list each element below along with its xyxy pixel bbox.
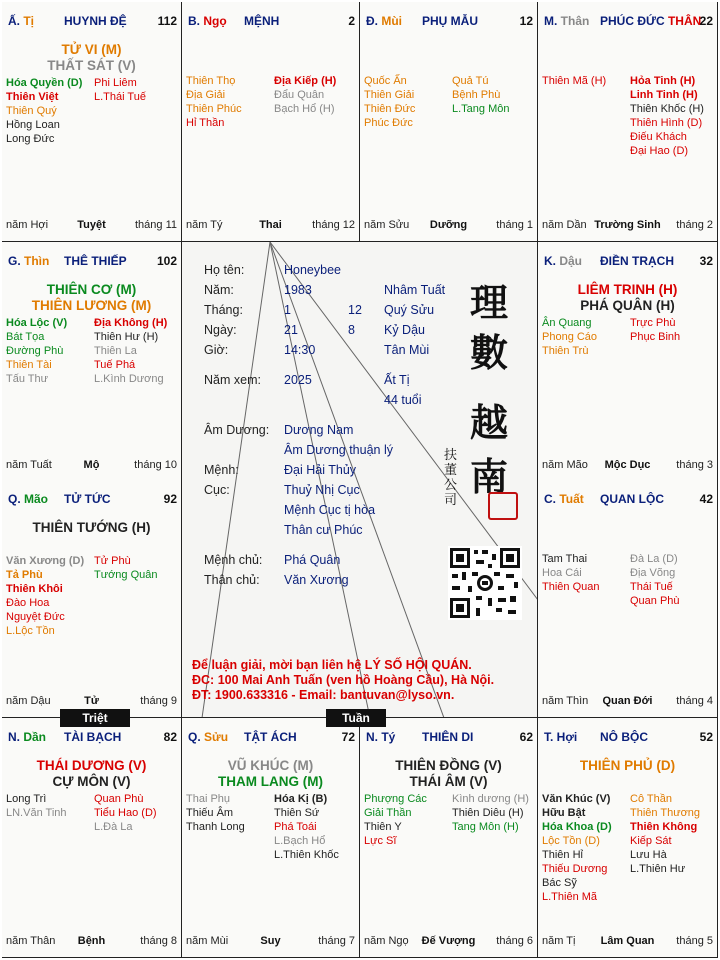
branch-label: N. Dần (8, 730, 47, 744)
minor-star: Thiên Không (630, 821, 698, 833)
value-nam: 1983 (284, 283, 312, 297)
minor-star: Địa Giải (186, 89, 226, 101)
palace-header (8, 14, 177, 30)
palace-cell-ti (360, 718, 538, 958)
value-menh-chu: Phá Quân (284, 553, 341, 567)
palace-footer (542, 935, 713, 949)
footer-year: năm Tuất (6, 459, 52, 471)
main-star: TỬ VI (M) (61, 42, 122, 57)
main-star: THIÊN ĐỒNG (V) (395, 758, 502, 773)
minor-star: Thiếu Âm (186, 807, 234, 819)
logo-char-1: 理 (470, 280, 509, 325)
main-star: VŨ KHÚC (M) (227, 758, 314, 773)
palace-footer (6, 935, 177, 949)
minor-star: L.Bạch Hổ (274, 835, 326, 847)
palace-footer (6, 695, 177, 709)
triet-badge: Triệt (60, 709, 130, 727)
minor-star: Hữu Bật (542, 807, 586, 819)
stars-right-column (94, 76, 146, 104)
minor-star: Bệnh Phù (452, 89, 501, 101)
palace-cell-dan (2, 718, 182, 958)
palace-header (366, 730, 533, 746)
branch-label: Q. Mão (8, 492, 49, 506)
value-than-cu: Thân cư Phúc (284, 523, 363, 537)
palace-cell-thin (2, 242, 182, 482)
minor-star: Hóa Kị (B) (274, 793, 328, 805)
value-ngay-can-chi: Kỷ Dậu (384, 323, 425, 337)
minor-star: Hỏa Tinh (H) (630, 75, 696, 87)
palace-number: 102 (156, 254, 177, 268)
branch-label: M. Thân (544, 14, 590, 28)
stars-left-column (542, 316, 597, 358)
main-star: CỰ MÔN (V) (52, 774, 131, 789)
minor-star: Thiên Hỉ (542, 849, 583, 861)
footer-month: tháng 7 (318, 935, 355, 947)
palace-name: MỆNH (244, 14, 280, 28)
minor-star: Thiên Giải (364, 89, 415, 101)
footer-state: Bệnh (77, 935, 106, 947)
stars-right-column (274, 792, 339, 862)
palace-footer (542, 459, 713, 473)
minor-star: Lộc Tồn (D) (542, 835, 600, 847)
minor-star: Thiếu Dương (542, 863, 608, 875)
footer-state: Tử (84, 695, 99, 707)
stars-left-column (542, 552, 599, 594)
value-thang-am: 12 (348, 303, 362, 317)
palace-header (544, 254, 713, 270)
contact-line-3: ĐT: 1900.633316 - Email: bantuvan@lyso.vn. (192, 688, 455, 702)
minor-star: Thiên Quan (542, 581, 600, 593)
footer-year: năm Tý (186, 219, 223, 231)
footer-year: năm Dậu (6, 695, 51, 707)
minor-star: Tả Phù (6, 569, 43, 581)
minor-star: Thiên Diêu (H) (452, 807, 524, 819)
main-stars (538, 282, 717, 314)
minor-star: Bát Tọa (6, 331, 45, 343)
palace-name: TỬ TỨC (64, 492, 111, 506)
minor-star: Thiên Trù (542, 345, 589, 357)
stars-right-column (94, 554, 158, 582)
palace-name: NÔ BỘC (600, 730, 648, 744)
label-thang: Tháng: (204, 303, 243, 317)
value-am-duong-ly: Âm Dương thuận lý (284, 443, 393, 457)
minor-star: L.Thiên Khốc (274, 849, 339, 861)
footer-state: Đế Vượng (421, 935, 476, 947)
value-menh: Đại Hải Thủy (284, 463, 357, 477)
qr-code-icon (448, 546, 522, 620)
palace-number: 22 (699, 14, 713, 28)
minor-star: Tiểu Hao (D) (94, 807, 157, 819)
palace-name: THIÊN DI (422, 730, 474, 744)
stars-right-column (274, 74, 336, 116)
logo-char-2: 數 (470, 330, 509, 375)
stars-right-column (630, 316, 680, 344)
footer-state: Thai (259, 219, 282, 231)
label-ngay: Ngày: (204, 323, 237, 337)
stars-left-column (364, 74, 415, 130)
red-seal-icon (488, 492, 518, 520)
stars-right-column (94, 792, 157, 834)
footer-month: tháng 8 (140, 935, 177, 947)
palace-cell-mui (360, 2, 538, 242)
main-stars (360, 758, 537, 790)
minor-star: Giải Thần (364, 807, 412, 819)
minor-star: Long Đức (6, 133, 55, 145)
value-gio: 14:30 (284, 343, 316, 357)
footer-month: tháng 9 (140, 695, 177, 707)
minor-star: L.Đà La (94, 821, 133, 833)
palace-header (188, 14, 355, 30)
minor-star: Thiên Việt (6, 91, 59, 103)
footer-year: năm Mùi (186, 935, 229, 947)
minor-star: Thiên Thọ (186, 75, 236, 87)
value-ngay-am: 8 (348, 323, 355, 337)
palace-cell-than (538, 2, 718, 242)
minor-star: Địa Võng (630, 567, 676, 579)
minor-star: Linh Tinh (H) (630, 89, 698, 101)
main-star: THÁI DƯƠNG (V) (36, 758, 147, 773)
minor-star: L.Thiên Hư (630, 863, 686, 875)
palace-cell-mao (2, 480, 182, 718)
palace-footer (542, 695, 713, 709)
value-nam-can-chi: Nhâm Tuất (384, 283, 446, 297)
palace-number: 62 (519, 730, 533, 744)
minor-star: Quả Tú (452, 75, 489, 87)
label-than-chu: Thân chủ: (204, 573, 260, 587)
value-tuoi: 44 tuổi (384, 393, 422, 407)
branch-label: K. Dậu (544, 254, 583, 268)
palace-header (8, 492, 177, 508)
minor-star: Hoa Cái (542, 567, 582, 579)
palace-number: 12 (519, 14, 533, 28)
center-info-panel (182, 242, 538, 718)
main-star: THAM LANG (M) (218, 774, 323, 789)
minor-star: Phúc Đức (364, 117, 413, 129)
main-star: THIÊN CƠ (M) (46, 282, 137, 297)
palace-number: 92 (163, 492, 177, 506)
minor-star: L.Kình Dương (94, 373, 164, 385)
label-menh-chu: Mệnh chủ: (204, 553, 263, 567)
main-star: THIÊN PHỦ (D) (579, 758, 676, 773)
minor-star: Thai Phụ (186, 793, 231, 805)
footer-month: tháng 1 (496, 219, 533, 231)
palace-cell-suu (182, 718, 360, 958)
footer-month: tháng 2 (676, 219, 713, 231)
minor-star: Thiên Hình (D) (630, 117, 703, 129)
footer-state: Mộc Dục (604, 459, 651, 471)
value-nam-xem: 2025 (284, 373, 312, 387)
minor-star: Văn Khúc (V) (542, 793, 611, 805)
minor-star: Thiên Thương (630, 807, 701, 819)
logo-char-3: 越 (470, 400, 509, 445)
minor-star: Quốc Ấn (364, 75, 407, 87)
palace-number: 52 (699, 730, 713, 744)
minor-star: Thiên Hư (H) (94, 331, 159, 343)
palace-number: 112 (157, 14, 177, 28)
palace-header (188, 730, 355, 746)
footer-month: tháng 4 (676, 695, 713, 707)
label-nam-xem: Năm xem: (204, 373, 261, 387)
minor-star: Phượng Các (364, 793, 427, 805)
palace-footer (542, 219, 713, 233)
label-gio: Giờ: (204, 343, 229, 357)
palace-name: QUAN LỘC (600, 492, 664, 506)
palace-footer (364, 935, 533, 949)
stars-right-column (630, 552, 680, 608)
label-cuc: Cục: (204, 483, 230, 497)
stars-right-column (630, 74, 704, 158)
footer-year: năm Tị (542, 935, 576, 947)
footer-year: năm Thân (6, 935, 56, 947)
main-star: LIÊM TRINH (H) (577, 282, 678, 297)
value-thang: 1 (284, 303, 291, 317)
stars-left-column (542, 792, 612, 904)
logo-char-4: 南 (470, 454, 509, 499)
palace-footer (364, 219, 533, 233)
value-than-chu: Văn Xương (284, 573, 349, 587)
minor-star: Nguyệt Đức (6, 611, 65, 623)
value-thang-can-chi: Quý Sửu (384, 303, 435, 317)
minor-star: Kiếp Sát (630, 835, 672, 847)
minor-star: Hồng Loan (6, 119, 60, 131)
palace-number: 32 (699, 254, 713, 268)
footer-state: Suy (260, 935, 281, 947)
seal-text: 扶董公司 (444, 448, 458, 508)
minor-star: L.Lộc Tồn (6, 625, 55, 637)
branch-label: G. Thìn (8, 254, 50, 268)
minor-star: Thiên La (94, 345, 137, 357)
minor-star: Tang Môn (H) (452, 821, 519, 833)
minor-star: Thái Tuế (630, 581, 673, 593)
branch-label: T. Hợi (544, 730, 578, 744)
footer-month: tháng 12 (312, 219, 355, 231)
palace-footer (186, 935, 355, 949)
footer-state: Dưỡng (429, 219, 468, 231)
footer-year: năm Sửu (364, 219, 410, 231)
footer-year: năm Hợi (6, 219, 49, 231)
palace-name: TÀI BẠCH (64, 730, 122, 744)
palace-header (544, 730, 713, 746)
minor-star: Lực Sĩ (364, 835, 397, 847)
stars-left-column (6, 792, 67, 820)
footer-year: năm Dần (542, 219, 587, 231)
contact-line-2: ĐC: 100 Mai Anh Tuấn (ven hồ Hoàng Cầu), Hà Nội. (192, 673, 495, 687)
main-stars (2, 520, 181, 536)
footer-state: Lâm Quan (600, 935, 655, 947)
palace-header (8, 730, 177, 746)
main-stars (538, 758, 717, 774)
label-am-duong: Âm Dương: (204, 423, 270, 437)
tuan-badge: Tuần (326, 709, 386, 727)
palace-header (544, 14, 713, 30)
footer-year: năm Mão (542, 459, 588, 471)
branch-label: Đ. Mùi (366, 14, 403, 28)
minor-star: Tấu Thư (6, 373, 49, 385)
label-ho-ten: Họ tên: (204, 263, 245, 277)
stars-right-column (94, 316, 167, 386)
value-am-duong: Dương Nam (284, 423, 354, 437)
main-stars (2, 282, 181, 314)
footer-state: Mộ (83, 459, 100, 471)
minor-star: Trực Phù (630, 317, 676, 329)
main-star: THẤT SÁT (V) (47, 58, 136, 73)
palace-footer (6, 219, 177, 233)
footer-year: năm Thìn (542, 695, 589, 707)
minor-star: Thiên Đức (364, 103, 416, 115)
palace-name: TẬT ÁCH (244, 730, 297, 744)
minor-star: Thiên Sứ (274, 807, 320, 819)
value-gio-can-chi: Tân Mùi (384, 343, 430, 357)
minor-star: Hỉ Thần (186, 117, 225, 129)
branch-label: Q. Sửu (188, 730, 229, 744)
minor-star: Long Trì (6, 793, 47, 805)
minor-star: Cô Thần (630, 793, 672, 805)
palace-number: 82 (163, 730, 177, 744)
value-cuc: Thuỷ Nhị Cục (284, 483, 360, 497)
minor-star: Địa Không (H) (94, 317, 168, 329)
stars-left-column (364, 792, 427, 848)
footer-state: Trường Sinh (594, 219, 661, 231)
minor-star: Thiên Tài (6, 359, 52, 371)
minor-star: Lưu Hà (630, 849, 667, 861)
minor-star: Bạch Hổ (H) (274, 103, 335, 115)
footer-month: tháng 11 (134, 219, 177, 231)
footer-month: tháng 5 (676, 935, 713, 947)
minor-star: Hóa Khoa (D) (542, 821, 612, 833)
minor-star: Ân Quang (542, 317, 592, 329)
palace-name: PHỤ MẪU (422, 14, 478, 28)
minor-star: Phục Binh (630, 331, 681, 343)
minor-star: Đại Hao (D) (630, 145, 689, 157)
value-nam-xem-can-chi: Ất Tị (384, 373, 410, 387)
minor-star: Đà La (D) (630, 553, 678, 565)
main-star: PHÁ QUÂN (H) (580, 298, 675, 313)
stars-left-column (186, 792, 245, 834)
contact-info (192, 658, 494, 703)
palace-name: THÊ THIẾP (64, 254, 127, 268)
minor-star: Thiên Mã (H) (542, 75, 607, 87)
palace-footer (6, 459, 177, 473)
label-menh: Mệnh: (204, 463, 239, 477)
minor-star: L.Thái Tuế (94, 91, 146, 103)
minor-star: Tử Phù (94, 555, 131, 567)
minor-star: Thiên Khốc (H) (630, 103, 704, 115)
minor-star: Phi Liêm (94, 77, 137, 89)
main-stars (2, 758, 181, 790)
minor-star: Thiên Quý (6, 105, 57, 117)
footer-state: Tuyệt (77, 219, 106, 231)
palace-name: HUYNH ĐỆ (64, 14, 127, 28)
palace-header (366, 14, 533, 30)
main-stars (2, 42, 181, 74)
minor-star: L.Thiên Mã (542, 891, 598, 903)
minor-star: Thiên Phúc (186, 103, 242, 115)
minor-star: Thiên Y (364, 821, 402, 833)
palace-cell-ngo (182, 2, 360, 242)
branch-label: B. Ngọ (188, 14, 227, 28)
main-star: THIÊN TƯỚNG (H) (32, 520, 151, 535)
footer-month: tháng 10 (134, 459, 177, 471)
stars-left-column (186, 74, 242, 130)
minor-star: Đào Hoa (6, 597, 50, 609)
stars-right-column (452, 74, 509, 116)
contact-line-1: Để luận giải, mời bạn liên hệ LÝ SỐ HỘI QUÁN. (192, 658, 472, 672)
minor-star: Quan Phù (94, 793, 144, 805)
minor-star: Tuế Phá (94, 359, 136, 371)
palace-header (544, 492, 713, 508)
palace-header (8, 254, 177, 270)
branch-label: N. Tý (366, 730, 396, 744)
minor-star: Phong Cáo (542, 331, 598, 343)
stars-left-column (6, 554, 84, 638)
minor-star: Tam Thai (542, 553, 588, 565)
minor-star: Quan Phù (630, 595, 680, 607)
stars-left-column (6, 316, 67, 386)
minor-star: Văn Xương (D) (6, 555, 85, 567)
minor-star: L.Tang Môn (452, 103, 510, 115)
stars-right-column (452, 792, 529, 834)
palace-number: 42 (699, 492, 713, 506)
minor-star: Kình dương (H) (452, 793, 529, 805)
palace-cell-tuat (538, 480, 718, 718)
main-star: THÁI ÂM (V) (409, 774, 488, 789)
value-ho-ten: Honeybee (284, 263, 341, 277)
footer-month: tháng 3 (676, 459, 713, 471)
minor-star: Đẩu Quân (274, 89, 325, 101)
minor-star: Đường Phù (6, 345, 64, 357)
palace-cell-dau (538, 242, 718, 482)
footer-state: Quan Đới (602, 695, 653, 707)
main-star: THIÊN LƯƠNG (M) (31, 298, 152, 313)
minor-star: Thiên Khôi (6, 583, 63, 595)
value-ngay: 21 (284, 323, 298, 337)
stars-left-column (6, 76, 82, 146)
minor-star: Thanh Long (186, 821, 245, 833)
minor-star: Tướng Quân (94, 569, 158, 581)
palace-cell-ty (2, 2, 182, 242)
branch-label: Ấ. Tị (8, 14, 35, 28)
palace-number: 2 (348, 14, 355, 28)
palace-name: PHÚC ĐỨC THÂN (600, 14, 702, 28)
minor-star: Hóa Quyền (D) (6, 77, 83, 89)
stars-left-column (542, 74, 606, 88)
footer-month: tháng 6 (496, 935, 533, 947)
footer-year: năm Ngọ (364, 935, 409, 947)
label-nam: Năm: (204, 283, 234, 297)
stars-right-column (630, 792, 700, 876)
branch-label: C. Tuất (544, 492, 584, 506)
minor-star: Hóa Lộc (V) (6, 317, 68, 329)
value-cuc-menh: Mệnh Cục tị hòa (284, 503, 376, 517)
palace-footer (186, 219, 355, 233)
palace-cell-hoi (538, 718, 718, 958)
palace-number: 72 (341, 730, 355, 744)
main-stars (182, 758, 359, 790)
minor-star: LN.Văn Tinh (6, 807, 67, 819)
minor-star: Điếu Khách (630, 131, 687, 143)
palace-name: ĐIỀN TRẠCH (600, 254, 674, 268)
minor-star: Phá Toái (274, 821, 317, 833)
minor-star: Bác Sỹ (542, 877, 577, 889)
minor-star: Địa Kiếp (H) (274, 75, 337, 87)
